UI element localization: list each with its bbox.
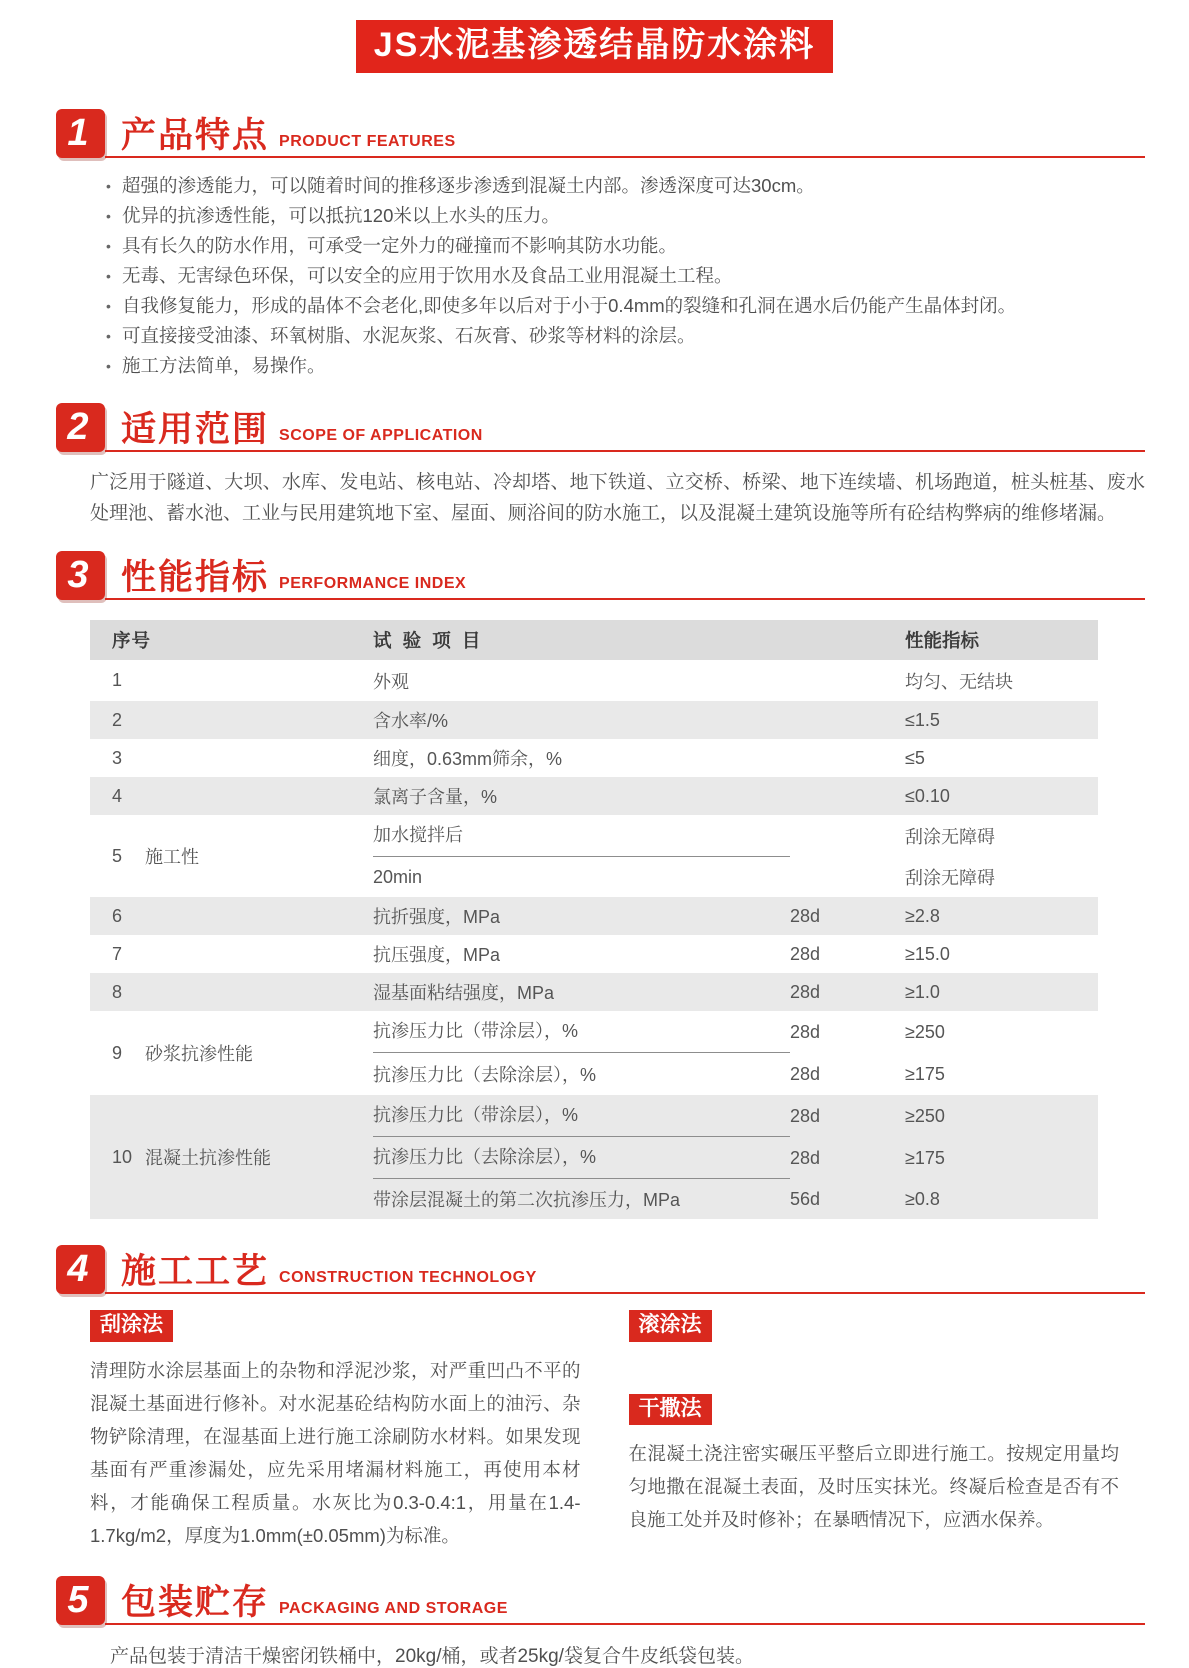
list-item [106, 201, 1145, 231]
table-cell [145, 973, 373, 1011]
table-cell: ≤0.10 [905, 777, 1098, 815]
table-row [90, 897, 1098, 935]
table-cell: ≥2.8 [905, 897, 1098, 935]
section-number-badge: 3 [56, 551, 105, 600]
table-cell-text: 抗渗压力比（带涂层），% [373, 1011, 790, 1053]
section-title: 适用范围 [121, 410, 270, 450]
section-subtitle: PACKAGING AND STORAGE [279, 1599, 508, 1617]
table-cell: 2 [90, 701, 145, 739]
table-cell [373, 1011, 790, 1053]
table-cell [790, 857, 905, 897]
table-cell: ≤1.5 [905, 701, 1098, 739]
table-cell: ≤5 [905, 747, 925, 768]
table-cell [790, 739, 905, 777]
table-cell: 28d [790, 1095, 905, 1137]
feature-text: 超强的渗透能力，可以随着时间的推移逐步渗透到混凝土内部。渗透深度可达30cm。 [122, 175, 815, 197]
table-row [90, 701, 1098, 739]
bullet-icon: • [106, 298, 111, 315]
bullet-icon: • [106, 268, 111, 285]
table-row [90, 973, 1098, 1011]
section-header-right [105, 1245, 1145, 1294]
table-cell [145, 739, 373, 777]
table-cell: 4 [90, 777, 145, 815]
table-cell: 混凝土抗渗性能 [145, 1095, 373, 1219]
table-cell: ≥250 [905, 1095, 1098, 1137]
section-number-badge: 1 [56, 109, 105, 158]
section-subtitle: SCOPE OF APPLICATION [279, 427, 483, 445]
section-subtitle: CONSTRUCTION TECHNOLOGY [279, 1269, 537, 1287]
table-cell: 8 [90, 973, 145, 1011]
table-cell [145, 777, 373, 815]
table-cell: 28d [790, 1137, 905, 1179]
bullet-icon: • [106, 178, 111, 195]
table-cell: 刮涂无障碍 [905, 868, 996, 889]
table-cell: 10 [90, 1095, 145, 1219]
section-header-right [105, 109, 1145, 158]
table-cell: 抗压强度，MPa [373, 945, 501, 966]
bullet-icon: • [106, 208, 111, 225]
table-cell: ≥15.0 [905, 943, 950, 964]
list-item [106, 321, 1145, 351]
table-cell-text: 抗渗压力比（带涂层），% [373, 1095, 790, 1137]
table-cell: 氯离子含量，% [373, 777, 790, 815]
section-header [56, 403, 1145, 452]
method-badge-scrape: 刮涂法 [90, 1310, 173, 1341]
list-item [106, 171, 1145, 201]
table-cell: 28d [790, 1063, 821, 1084]
feature-text: 可直接接受油漆、环氧树脂、水泥灰浆、石灰膏、砂浆等材料的涂层。 [122, 325, 696, 347]
section-product-features [0, 109, 1189, 381]
section-construction-technology [0, 1245, 1189, 1551]
section-number-badge: 2 [56, 403, 105, 452]
table-row [90, 1011, 1098, 1053]
table-cell: 均匀、无结块 [905, 671, 1014, 692]
feature-text: 施工方法简单，易操作。 [122, 355, 326, 377]
list-item [106, 231, 1145, 261]
table-cell: 刮涂无障碍 [905, 827, 996, 848]
table-cell [145, 935, 373, 973]
section-subtitle: PRODUCT FEATURES [279, 133, 456, 151]
section-header-right [105, 1576, 1145, 1625]
table-row [90, 739, 1098, 777]
construction-methods [90, 1310, 1119, 1551]
table-cell: 抗渗压力比（去除涂层），% [373, 1065, 597, 1086]
table-cell: 湿基面粘结强度，MPa [373, 973, 790, 1011]
table-cell-text: 抗渗压力比（去除涂层），% [373, 1137, 790, 1179]
feature-text: 自我修复能力，形成的晶体不会老化,即使多年以后对于小于0.4mm的裂缝和孔洞在遇水后仍能产生晶体封闭。 [122, 295, 1017, 317]
table-cell: 28d [790, 973, 905, 1011]
table-cell: 6 [90, 897, 145, 935]
table-cell: ≥175 [905, 1137, 1098, 1179]
table-cell: 3 [112, 747, 123, 768]
table-header-cell: 试 验 项 目 [373, 620, 905, 660]
table-cell: 20min [373, 866, 423, 887]
table-cell [373, 815, 790, 857]
list-item [106, 351, 1145, 381]
table-cell: ≥175 [905, 1063, 945, 1084]
page-title-banner: JS水泥基渗透结晶防水涂料 [356, 20, 834, 73]
list-item [106, 261, 1145, 291]
table-cell: 1 [112, 670, 123, 691]
section-title: 包装贮存 [121, 1582, 270, 1622]
table-cell [790, 777, 905, 815]
table-row [90, 935, 1098, 973]
method-badge-roll: 滚涂法 [629, 1310, 712, 1341]
table-row [90, 660, 1098, 701]
table-cell: 56d [790, 1179, 905, 1219]
table-cell: 砂浆抗渗性能 [145, 1044, 253, 1065]
feature-list [106, 171, 1145, 381]
table-cell: ≥1.0 [905, 973, 1098, 1011]
table-row [90, 777, 1098, 815]
section-title: 性能指标 [121, 558, 270, 598]
section-header [56, 1245, 1145, 1294]
section-header-right [105, 403, 1145, 452]
section-subtitle: PERFORMANCE INDEX [279, 575, 467, 593]
section-number-badge: 4 [56, 1245, 105, 1294]
bullet-icon: • [106, 358, 111, 375]
table-cell: 28d [790, 1021, 821, 1042]
table-header-cell: 性能指标 [905, 620, 1098, 660]
table-cell: 7 [112, 943, 123, 964]
table-cell: 28d [790, 897, 905, 935]
method-text-scrape: 清理防水涂层基面上的杂物和浮泥沙浆，对严重凹凸不平的混凝土基面进行修补。对水泥基砼结构防水面上的油污、杂物铲除清理，在湿基面上进行施工涂刷防水材料。如果发现基面有严重渗漏处，应先采用堵漏材料施工，再使用本材料，才能确保工程质量。水灰比为0.3-0.4:1，用量在1.4-1.7kg/m2，厚度为1.0mm(±0.05mm)为标准。 [90, 1359, 581, 1546]
table-cell: 5 [112, 845, 123, 866]
method-text-dry: 在混凝土浇注密实碾压平整后立即进行施工。按规定用量均匀地撒在混凝土表面，及时压实抹光。终凝后检查是否有不良施工处并及时修补；在暴晒情况下，应洒水保养。 [628, 1442, 1119, 1530]
table-header-cell: 序号 [90, 620, 373, 660]
table-cell [373, 1095, 790, 1137]
section-number-badge: 5 [56, 1576, 105, 1625]
table-header-row [90, 620, 1098, 660]
section-scope-of-application [0, 403, 1189, 529]
table-cell: 施工性 [145, 847, 199, 868]
table-cell [145, 701, 373, 739]
section-header [56, 551, 1145, 600]
table-cell: 含水率/% [373, 701, 790, 739]
feature-text: 具有长久的防水作用，可承受一定外力的碰撞而不影响其防水功能。 [122, 235, 678, 257]
table-cell: 28d [790, 943, 821, 964]
table-cell: ≥250 [905, 1021, 945, 1042]
table-cell [790, 701, 905, 739]
section-title: 施工工艺 [121, 1252, 270, 1292]
bullet-icon: • [106, 328, 111, 345]
table-cell [790, 815, 905, 857]
method-column-right [629, 1310, 1120, 1551]
section-performance-index [0, 551, 1189, 1219]
table-cell: ≥0.8 [905, 1179, 1098, 1219]
table-cell [145, 660, 373, 701]
table-cell [373, 1137, 790, 1179]
table-cell: 抗折强度，MPa [373, 897, 790, 935]
table-cell: 带涂层混凝土的第二次抗渗压力，MPa [373, 1179, 790, 1219]
method-badge-dry: 干撒法 [629, 1394, 712, 1425]
feature-text: 优异的抗渗透性能，可以抵抗120米以上水头的压力。 [122, 205, 560, 227]
section-header [56, 109, 1145, 158]
table-cell [790, 660, 905, 701]
section-packaging-and-storage [0, 1576, 1189, 1668]
table-row [90, 1095, 1098, 1137]
table-row [90, 815, 1098, 857]
performance-table [90, 620, 1098, 1219]
table-cell-text: 加水搅拌后 [373, 815, 790, 857]
table-cell: 细度，0.63mm筛余，% [373, 749, 563, 770]
table-cell: 外观 [373, 671, 410, 692]
feature-text: 无毒、无害绿色环保，可以安全的应用于饮用水及食品工业用混凝土工程。 [122, 265, 733, 287]
table-cell: 9 [112, 1042, 123, 1063]
section-header-right [105, 551, 1145, 600]
section-title: 产品特点 [121, 116, 270, 156]
method-column-left [90, 1310, 581, 1551]
list-item [106, 291, 1145, 321]
section-header [56, 1576, 1145, 1625]
scope-paragraph: 广泛用于隧道、大坝、水库、发电站、核电站、冷却塔、地下铁道、立交桥、桥梁、地下连续墙、机场跑道，桩头桩基、废水处理池、蓄水池、工业与民用建筑地下室、屋面、厕浴间的防水施工，以及混凝土建筑设施等所有砼结构弊病的维修堵漏。 [90, 472, 1145, 525]
bullet-icon: • [106, 238, 111, 255]
table-cell [145, 897, 373, 935]
packaging-text: 产品包装于清洁干燥密闭铁桶中，20kg/桶，或者25kg/袋复合牛皮纸袋包装。 [110, 1645, 754, 1667]
